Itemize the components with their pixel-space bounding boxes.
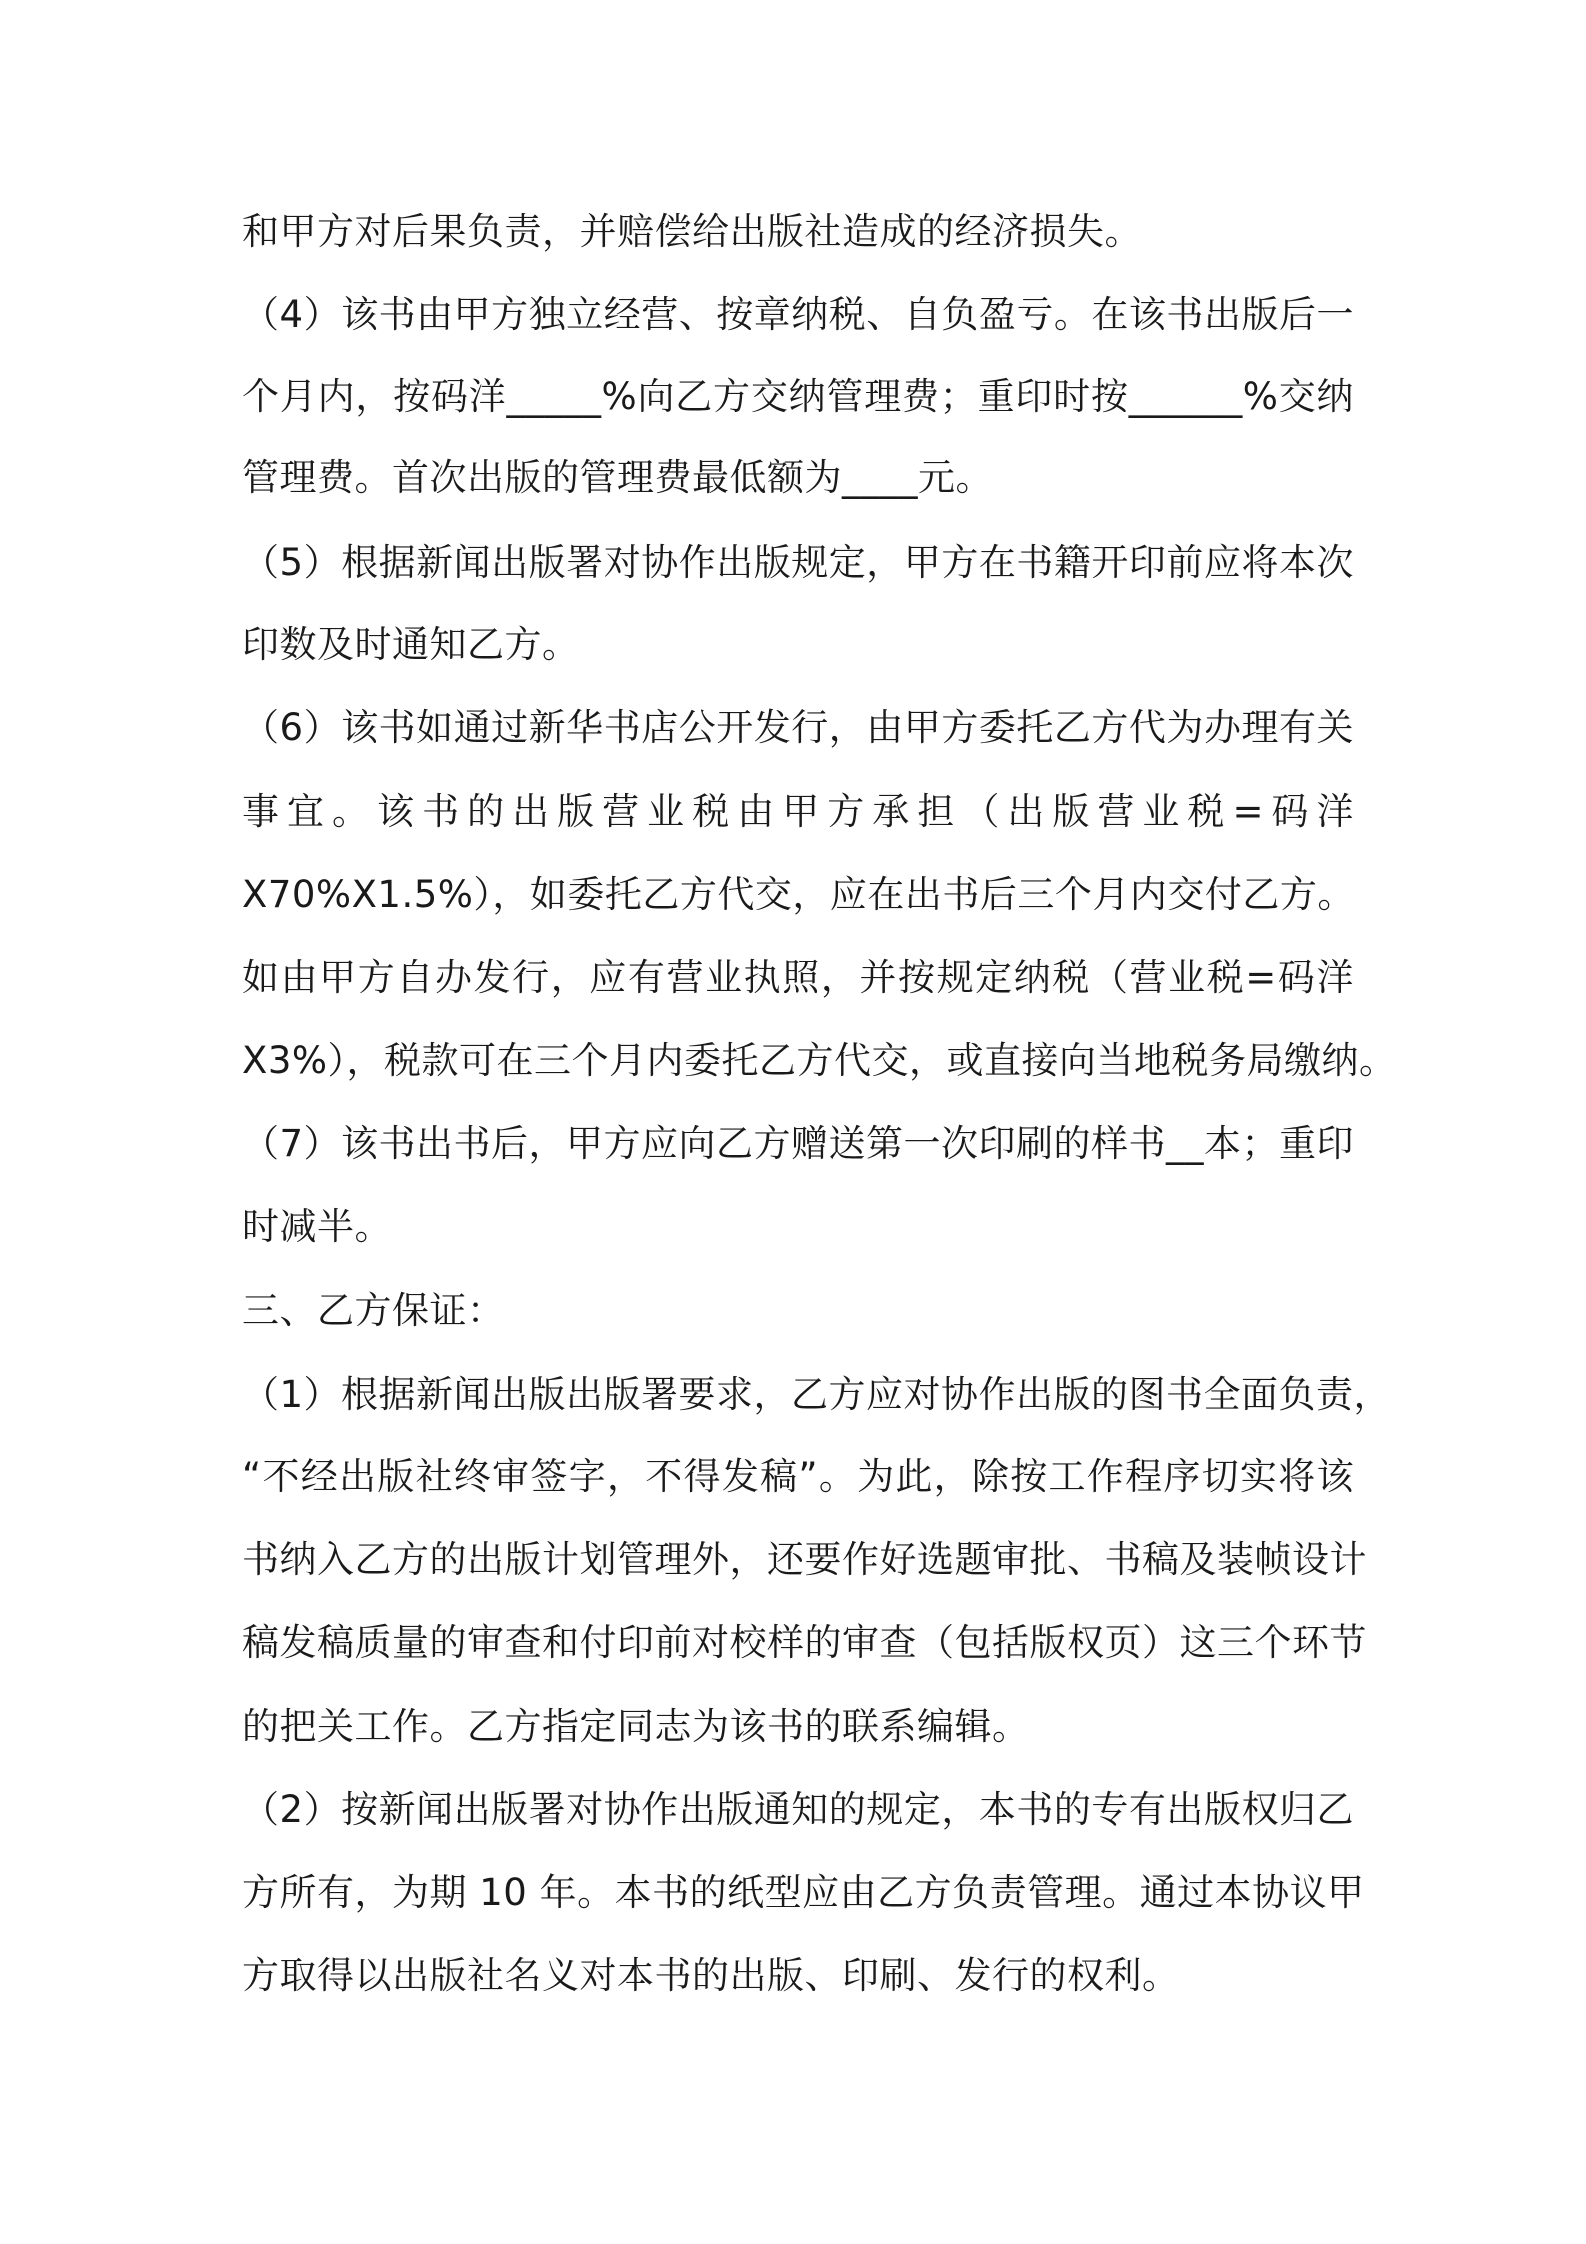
- text-line: （5）根据新闻出版署对协作出版规定，甲方在书籍开印前应将本次: [242, 541, 1354, 584]
- text-line: 事宜。该书的出版营业税由甲方承担（出版营业税=码洋: [242, 790, 1354, 833]
- section-heading: 三、乙方保证：: [242, 1289, 505, 1332]
- text-line: X3%），税款可在三个月内委托乙方代交，或直接向当地税务局缴纳。: [242, 1039, 1397, 1082]
- text-line: 的把关工作。乙方指定同志为该书的联系编辑。: [242, 1705, 1030, 1748]
- text-line: “不经出版社终审签字，不得发稿”。为此，除按工作程序切实将该: [242, 1455, 1354, 1498]
- text-line: （4）该书由甲方独立经营、按章纳税、自负盈亏。在该书出版后一: [242, 293, 1354, 336]
- text-line: （7）该书出书后，甲方应向乙方赠送第一次印刷的样书__本；重印: [242, 1122, 1355, 1165]
- text-line: 方取得以出版社名义对本书的出版、印刷、发行的权利。: [242, 1954, 1180, 1997]
- text-line: 书纳入乙方的出版计划管理外，还要作好选题审批、书稿及装帧设计: [242, 1538, 1367, 1581]
- text-line: 时减半。: [242, 1205, 392, 1248]
- text-line: （1）根据新闻出版出版署要求，乙方应对协作出版的图书全面负责，: [242, 1373, 1392, 1416]
- text-line: 方所有，为期 10 年。本书的纸型应由乙方负责管理。通过本协议甲: [242, 1871, 1365, 1914]
- text-line: 管理费。首次出版的管理费最低额为____元。: [242, 456, 993, 499]
- text-line: 印数及时通知乙方。: [242, 623, 580, 666]
- text-line: 如由甲方自办发行，应有营业执照，并按规定纳税（营业税=码洋: [242, 956, 1354, 999]
- text-line: 稿发稿质量的审查和付印前对校样的审查（包括版权页）这三个环节: [242, 1621, 1367, 1664]
- text-line: X70%X1.5%），如委托乙方代交，应在出书后三个月内交付乙方。: [242, 873, 1355, 916]
- text-line: （6）该书如通过新华书店公开发行，由甲方委托乙方代为办理有关: [242, 706, 1354, 749]
- text-line: 个月内，按码洋_____%向乙方交纳管理费；重印时按______%交纳: [242, 375, 1354, 418]
- text-line: （2）按新闻出版署对协作出版通知的规定，本书的专有出版权归乙: [242, 1788, 1354, 1831]
- text-line: 和甲方对后果负责，并赔偿给出版社造成的经济损失。: [242, 210, 1142, 253]
